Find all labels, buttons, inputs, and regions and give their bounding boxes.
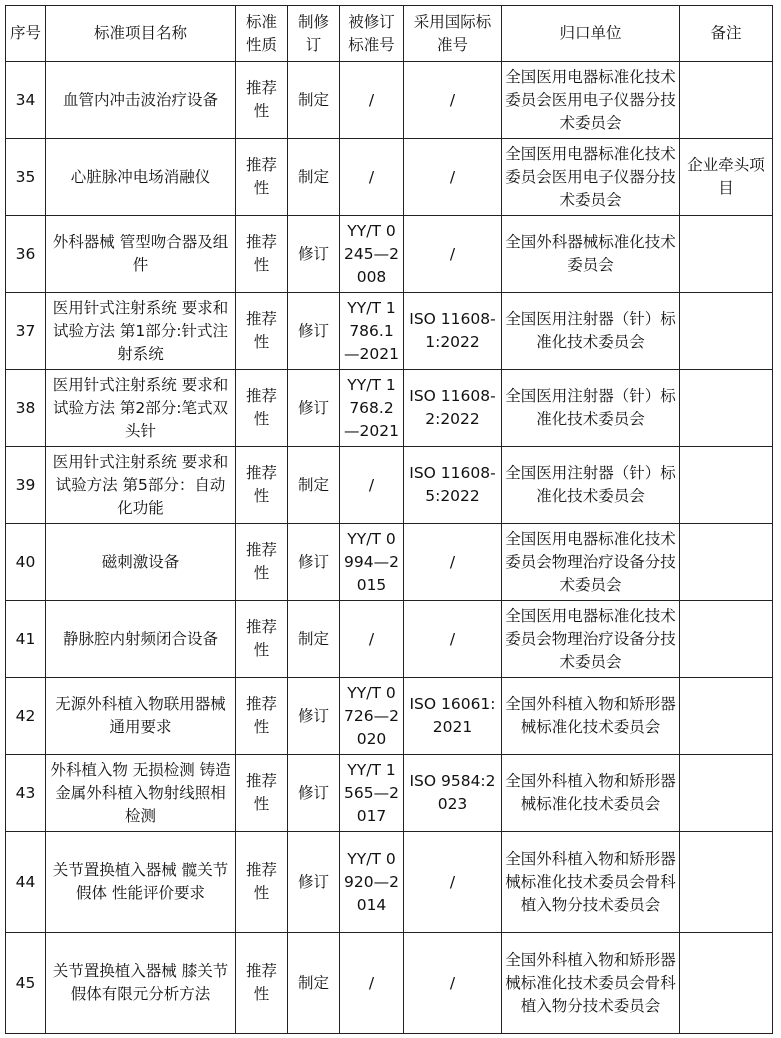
cell-note	[680, 447, 773, 524]
cell-name: 外科植入物 无损检测 铸造金属外科植入物射线照相检测	[46, 755, 236, 832]
header-row	[6, 6, 773, 62]
cell-intl: /	[404, 933, 502, 1034]
cell-dept: 全国外科植入物和矫形器械标准化技术委员会骨科植入物分技术委员会	[502, 832, 680, 933]
cell-type: 修订	[288, 678, 340, 755]
cell-no: 40	[6, 524, 46, 601]
cell-dept: 全国医用电器标准化技术委员会医用电子仪器分技术委员会	[502, 139, 680, 216]
cell-revised: YY/T 1768.2—2021	[340, 370, 404, 447]
table-row	[6, 678, 773, 755]
cell-revised: /	[340, 933, 404, 1034]
table-row	[6, 139, 773, 216]
cell-intl: ISO 11608-2:2022	[404, 370, 502, 447]
cell-nature: 推荐性	[236, 755, 288, 832]
cell-name: 医用针式注射系统 要求和试验方法 第1部分:针式注射系统	[46, 293, 236, 370]
cell-revised: YY/T 0920—2014	[340, 832, 404, 933]
table-row	[6, 524, 773, 601]
cell-name: 磁刺激设备	[46, 524, 236, 601]
cell-intl: ISO 11608-5:2022	[404, 447, 502, 524]
cell-intl: /	[404, 832, 502, 933]
cell-dept: 全国医用电器标准化技术委员会物理治疗设备分技术委员会	[502, 524, 680, 601]
table-row	[6, 62, 773, 139]
header-note: 备注	[680, 6, 773, 62]
cell-note	[680, 216, 773, 293]
cell-type: 修订	[288, 370, 340, 447]
cell-type: 修订	[288, 755, 340, 832]
cell-nature: 推荐性	[236, 933, 288, 1034]
cell-no: 44	[6, 832, 46, 933]
table-row	[6, 370, 773, 447]
cell-note	[680, 832, 773, 933]
table-row	[6, 293, 773, 370]
cell-nature: 推荐性	[236, 678, 288, 755]
cell-intl: ISO 9584:2023	[404, 755, 502, 832]
cell-nature: 推荐性	[236, 447, 288, 524]
cell-type: 修订	[288, 832, 340, 933]
header-nature: 标准性质	[236, 6, 288, 62]
table-row	[6, 832, 773, 933]
cell-note	[680, 755, 773, 832]
cell-revised: /	[340, 62, 404, 139]
cell-no: 34	[6, 62, 46, 139]
cell-type: 制定	[288, 139, 340, 216]
cell-intl: ISO 11608-1:2022	[404, 293, 502, 370]
cell-no: 35	[6, 139, 46, 216]
standards-table	[5, 5, 773, 1034]
cell-note	[680, 601, 773, 678]
cell-nature: 推荐性	[236, 139, 288, 216]
cell-name: 医用针式注射系统 要求和试验方法 第5部分：自动化功能	[46, 447, 236, 524]
cell-revised: YY/T 0245—2008	[340, 216, 404, 293]
cell-no: 37	[6, 293, 46, 370]
cell-no: 42	[6, 678, 46, 755]
cell-revised: YY/T 0726—2020	[340, 678, 404, 755]
cell-nature: 推荐性	[236, 601, 288, 678]
cell-nature: 推荐性	[236, 832, 288, 933]
cell-no: 36	[6, 216, 46, 293]
cell-intl: ISO 16061:2021	[404, 678, 502, 755]
cell-nature: 推荐性	[236, 293, 288, 370]
header-dept: 归口单位	[502, 6, 680, 62]
cell-name: 心脏脉冲电场消融仪	[46, 139, 236, 216]
cell-name: 血管内冲击波治疗设备	[46, 62, 236, 139]
cell-nature: 推荐性	[236, 524, 288, 601]
cell-dept: 全国医用注射器（针）标准化技术委员会	[502, 293, 680, 370]
cell-name: 关节置换植入器械 髋关节假体 性能评价要求	[46, 832, 236, 933]
cell-no: 39	[6, 447, 46, 524]
cell-name: 外科器械 管型吻合器及组件	[46, 216, 236, 293]
cell-name: 静脉腔内射频闭合设备	[46, 601, 236, 678]
cell-nature: 推荐性	[236, 62, 288, 139]
cell-note	[680, 678, 773, 755]
table-row	[6, 216, 773, 293]
cell-note	[680, 933, 773, 1034]
cell-type: 制定	[288, 62, 340, 139]
cell-revised: YY/T 1565—2017	[340, 755, 404, 832]
header-intl: 采用国际标准号	[404, 6, 502, 62]
cell-name: 关节置换植入器械 膝关节假体有限元分析方法	[46, 933, 236, 1034]
cell-type: 制定	[288, 447, 340, 524]
header-revised: 被修订标准号	[340, 6, 404, 62]
cell-dept: 全国医用电器标准化技术委员会物理治疗设备分技术委员会	[502, 601, 680, 678]
cell-revised: /	[340, 447, 404, 524]
cell-nature: 推荐性	[236, 370, 288, 447]
cell-dept: 全国医用电器标准化技术委员会医用电子仪器分技术委员会	[502, 62, 680, 139]
header-no: 序号	[6, 6, 46, 62]
cell-type: 修订	[288, 524, 340, 601]
cell-no: 45	[6, 933, 46, 1034]
cell-note	[680, 370, 773, 447]
cell-dept: 全国医用注射器（针）标准化技术委员会	[502, 447, 680, 524]
cell-no: 38	[6, 370, 46, 447]
cell-type: 制定	[288, 601, 340, 678]
table-row	[6, 447, 773, 524]
cell-no: 41	[6, 601, 46, 678]
cell-type: 制定	[288, 933, 340, 1034]
cell-dept: 全国医用注射器（针）标准化技术委员会	[502, 370, 680, 447]
table-row	[6, 755, 773, 832]
cell-revised: YY/T 1786.1—2021	[340, 293, 404, 370]
cell-intl: /	[404, 601, 502, 678]
cell-no: 43	[6, 755, 46, 832]
cell-name: 无源外科植入物联用器械 通用要求	[46, 678, 236, 755]
cell-dept: 全国外科器械标准化技术委员会	[502, 216, 680, 293]
cell-note	[680, 293, 773, 370]
cell-revised: /	[340, 139, 404, 216]
header-name: 标准项目名称	[46, 6, 236, 62]
cell-type: 修订	[288, 293, 340, 370]
cell-dept: 全国外科植入物和矫形器械标准化技术委员会骨科植入物分技术委员会	[502, 933, 680, 1034]
table-row	[6, 933, 773, 1034]
cell-type: 修订	[288, 216, 340, 293]
cell-dept: 全国外科植入物和矫形器械标准化技术委员会	[502, 678, 680, 755]
table-row	[6, 601, 773, 678]
cell-intl: /	[404, 62, 502, 139]
cell-intl: /	[404, 216, 502, 293]
cell-intl: /	[404, 139, 502, 216]
cell-note	[680, 62, 773, 139]
cell-dept: 全国外科植入物和矫形器械标准化技术委员会	[502, 755, 680, 832]
cell-name: 医用针式注射系统 要求和试验方法 第2部分:笔式双头针	[46, 370, 236, 447]
cell-revised: YY/T 0994—2015	[340, 524, 404, 601]
cell-revised: /	[340, 601, 404, 678]
header-type: 制修订	[288, 6, 340, 62]
cell-note	[680, 524, 773, 601]
cell-nature: 推荐性	[236, 216, 288, 293]
cell-intl: /	[404, 524, 502, 601]
cell-note: 企业牵头项目	[680, 139, 773, 216]
